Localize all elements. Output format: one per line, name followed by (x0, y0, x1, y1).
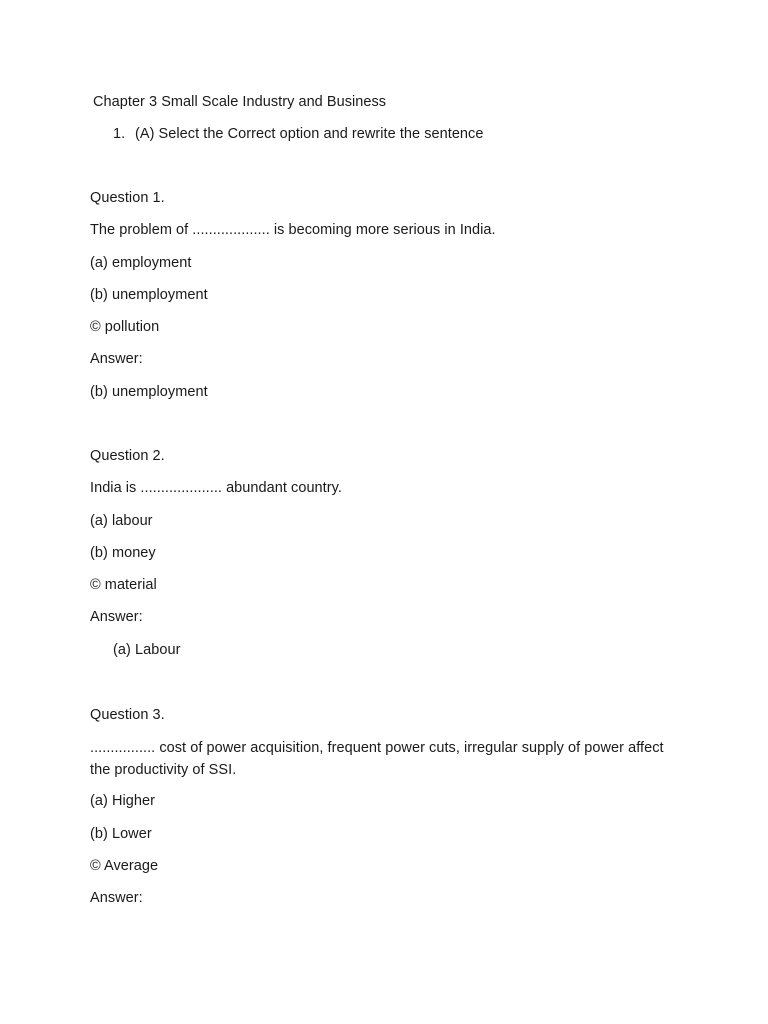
question-1-option-a: (a) employment (90, 255, 192, 271)
question-3-option-c: © Average (90, 858, 159, 874)
question-2-option-b: (b) money (90, 545, 156, 561)
question-2-answer-label: Answer: (90, 609, 143, 625)
question-1-answer: (b) unemployment (90, 384, 208, 400)
section-number: 1. (113, 126, 126, 142)
question-2-answer-text: Labour (135, 642, 181, 658)
question-1-label: Question 1. (90, 190, 165, 206)
chapter-title: Chapter 3 Small Scale Industry and Business (93, 94, 387, 110)
question-2-label: Question 2. (90, 448, 165, 464)
question-3-option-a: (a) Higher (90, 793, 155, 809)
section-heading: (A) Select the Correct option and rewrite the sentence (135, 126, 484, 142)
question-2-text: India is .................... abundant country. (90, 480, 342, 496)
question-1-option-c: © pollution (90, 319, 160, 335)
question-1-text: The problem of ................... is becoming more serious in India. (90, 222, 496, 238)
question-3-label: Question 3. (90, 707, 165, 723)
question-3-answer-label: Answer: (90, 890, 143, 906)
question-2-option-a: (a) labour (90, 513, 153, 529)
question-2-answer-marker: (a) (113, 642, 131, 658)
question-3-text: ................ cost of power acquisition, frequent power cuts, irregular supply of power affect the productivity of SSI. (90, 740, 664, 778)
question-1-option-b: (b) unemployment (90, 287, 208, 303)
question-1-answer-label: Answer: (90, 351, 143, 367)
question-2-option-c: © material (90, 577, 157, 593)
question-3-option-b: (b) Lower (90, 826, 152, 842)
